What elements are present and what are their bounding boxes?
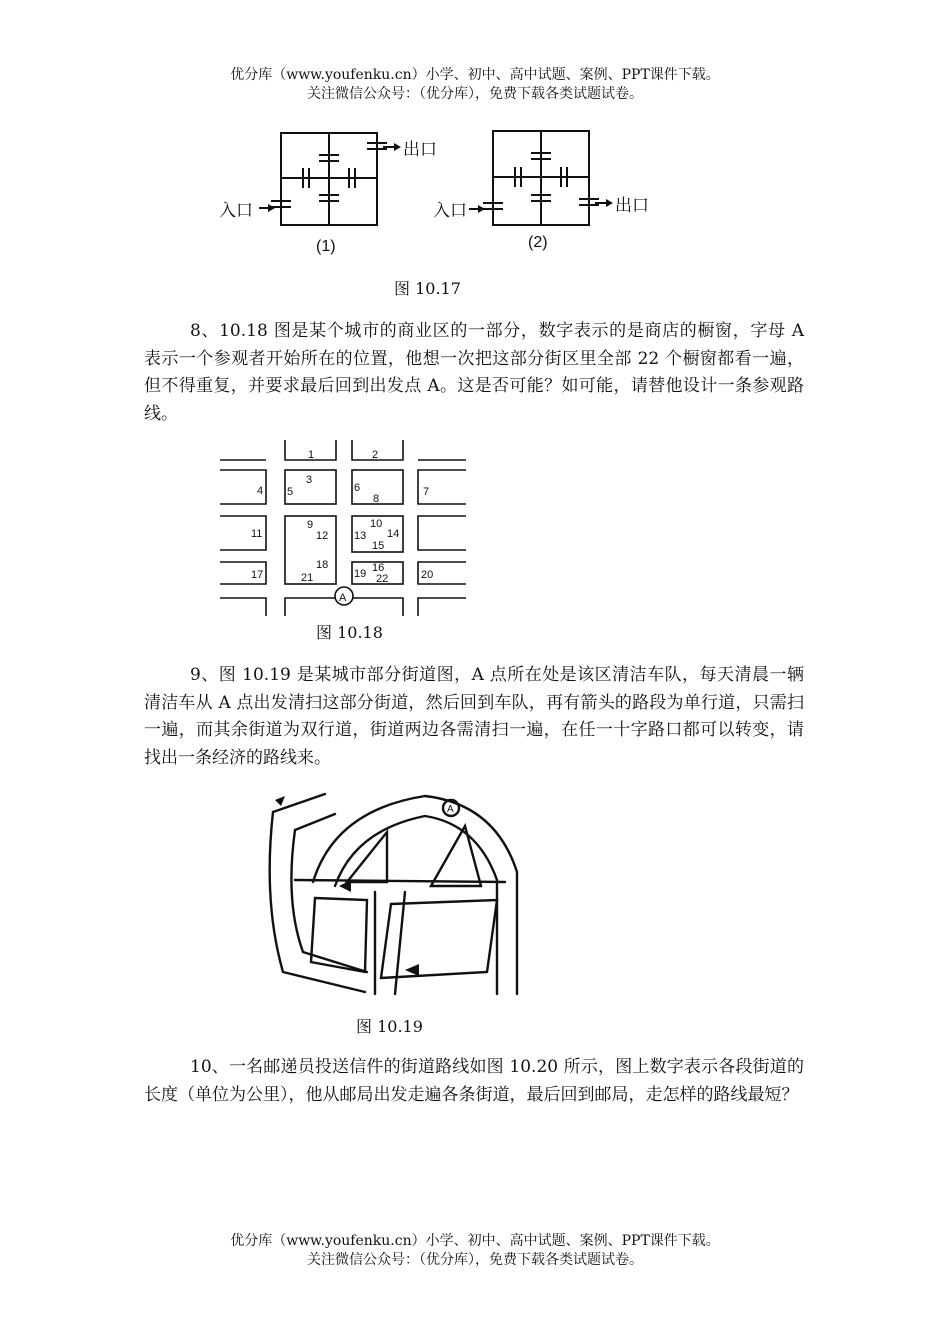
figure-10-19-caption: 图 10.19 bbox=[356, 1017, 423, 1036]
question-10-text: 10、一名邮递员投送信件的街道路线如图 10.20 所示，图上数字表示各段街道的长度（单位为公里），他从邮局出发走遍各条街道，最后回到邮局，走怎样的路线最短？ bbox=[144, 1057, 804, 1105]
header-line-1: 优分库（www.youfenku.cn）小学、初中、高中试题、案例、PPT课件下载。 bbox=[230, 67, 720, 83]
figure-10-17 bbox=[215, 125, 665, 265]
point-a-label: A bbox=[447, 804, 454, 815]
window-15: 15 bbox=[372, 540, 385, 552]
window-14: 14 bbox=[387, 528, 400, 540]
question-8-text: 8、10.18 图是某个城市的商业区的一部分，数字表示的是商店的橱窗，字母 A 表示一个参观者开始所在的位置，他想一次把这部分街区里全部 22 个橱窗都看一遍，但不得重复，并要求最后回到出发点 A。这是否可能？如可能，请替他设计一条参观路线。 bbox=[144, 321, 804, 424]
maze-1-entrance-label: 入口 bbox=[219, 201, 253, 220]
page-footer bbox=[0, 1232, 950, 1270]
window-7: 7 bbox=[423, 486, 430, 498]
maze-2-entrance-label: 入口 bbox=[433, 201, 467, 220]
maze-1 bbox=[259, 133, 397, 225]
window-4: 4 bbox=[257, 485, 264, 497]
window-17: 17 bbox=[251, 569, 264, 581]
window-1: 1 bbox=[308, 449, 315, 461]
window-9: 9 bbox=[307, 519, 314, 531]
window-11: 11 bbox=[251, 528, 263, 540]
window-5: 5 bbox=[287, 486, 294, 498]
figure-10-19 bbox=[255, 782, 525, 997]
maze-2 bbox=[469, 131, 609, 225]
footer-line-1: 优分库（www.youfenku.cn）小学、初中、高中试题、案例、PPT课件下载。 bbox=[230, 1233, 720, 1249]
footer-line-2: 关注微信公众号：（优分库），免费下载各类试题试卷。 bbox=[307, 1252, 643, 1268]
window-2: 2 bbox=[372, 449, 379, 461]
window-13: 13 bbox=[354, 530, 367, 542]
window-20: 20 bbox=[421, 569, 434, 581]
page-header bbox=[0, 66, 950, 104]
figure-10-17-caption: 图 10.17 bbox=[394, 279, 461, 298]
window-21: 21 bbox=[301, 572, 314, 584]
header-line-2: 关注微信公众号：（优分库），免费下载各类试题试卷。 bbox=[307, 86, 643, 102]
window-18: 18 bbox=[316, 559, 329, 571]
figure-10-18-caption: 图 10.18 bbox=[316, 623, 383, 642]
maze-1-label: (1) bbox=[316, 238, 336, 255]
window-10: 10 bbox=[370, 518, 383, 530]
window-22: 22 bbox=[376, 573, 389, 585]
point-a-label: A bbox=[339, 592, 347, 604]
question-10 bbox=[144, 1054, 804, 1109]
window-12: 12 bbox=[316, 530, 329, 542]
question-9 bbox=[144, 662, 804, 772]
maze-2-label: (2) bbox=[528, 234, 548, 251]
window-3: 3 bbox=[306, 474, 313, 486]
window-6: 6 bbox=[354, 482, 361, 494]
window-19: 19 bbox=[354, 568, 367, 580]
maze-2-exit-label: 出口 bbox=[615, 196, 649, 215]
figure-10-18 bbox=[218, 438, 470, 618]
window-16: 16 bbox=[372, 562, 385, 574]
question-8 bbox=[144, 318, 804, 428]
question-9-text: 9、图 10.19 是某城市部分街道图，A 点所在处是该区清洁车队，每天清晨一辆清洁车从 A 点出发清扫这部分街道，然后回到车队，再有箭头的路段为单行道，只需扫一遍，而其余街道为双行道，街道两边各需清扫一遍，在任一十字路口都可以转变，请找出一条经济的路线来。 bbox=[144, 665, 804, 768]
window-8: 8 bbox=[373, 493, 380, 505]
maze-1-exit-label: 出口 bbox=[403, 140, 437, 159]
